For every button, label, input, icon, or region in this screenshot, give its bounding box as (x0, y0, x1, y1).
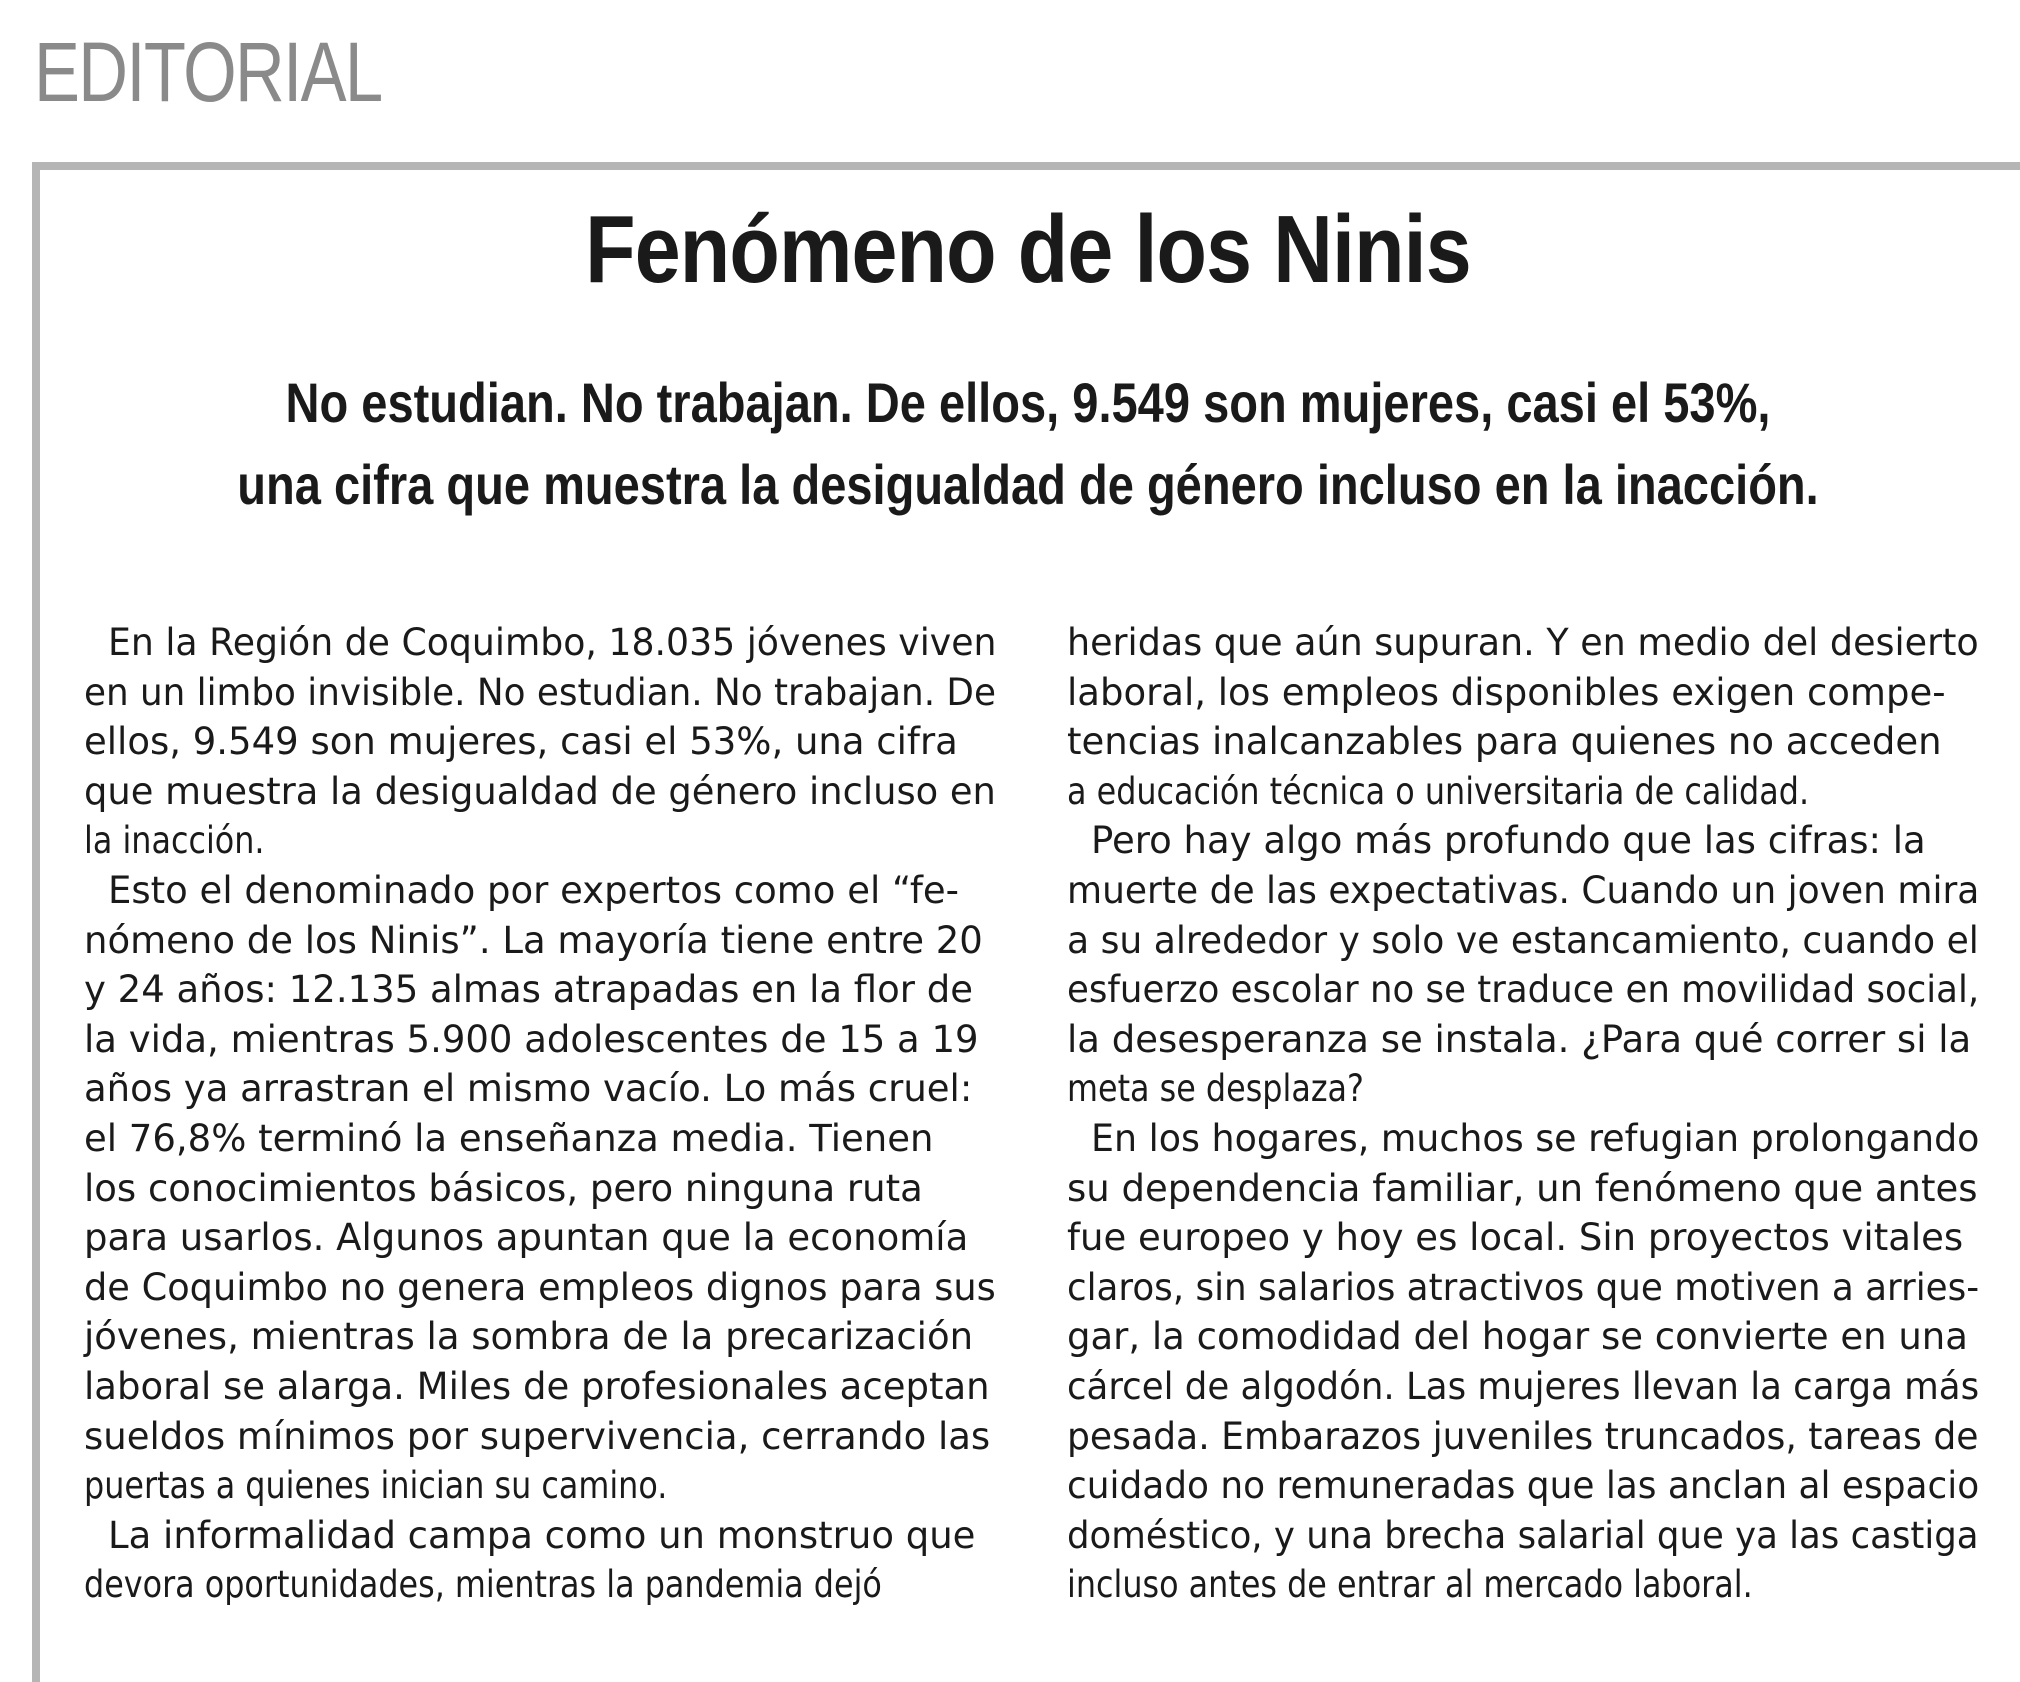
section-label: EDITORIAL (34, 25, 382, 119)
body-line: la vida, mientras 5.900 adolescentes de 15 a 19 (84, 1017, 979, 1061)
body-line: claros, sin salarios atractivos que motiven a arries- (1067, 1265, 1980, 1309)
deck-line: No estudian. No trabajan. De ellos, 9.549 son mujeres, casi el 53%, (285, 371, 1771, 434)
body-line: sueldos mínimos por supervivencia, cerrando las (84, 1414, 991, 1458)
body-line: laboral, los empleos disponibles exigen compe- (1067, 670, 1946, 714)
body-line: su dependencia familiar, un fenómeno que antes (1067, 1166, 1978, 1210)
body-line: a educación técnica o universitaria de calidad. (1067, 769, 1810, 813)
body-line: laboral se alarga. Miles de profesionales aceptan (84, 1364, 990, 1408)
body-line: En los hogares, muchos se refugian prolongando (1091, 1116, 1980, 1160)
body-line: el 76,8% terminó la enseñanza media. Tienen (84, 1116, 934, 1160)
body-line: cárcel de algodón. Las mujeres llevan la carga más (1067, 1364, 1980, 1408)
body-line: nómeno de los Ninis”. La mayoría tiene entre 20 (84, 918, 983, 962)
body-line: los conocimientos básicos, pero ninguna ruta (84, 1166, 923, 1210)
body-line: La informalidad campa como un monstruo que (108, 1513, 976, 1557)
body-line: tencias inalcanzables para quienes no acceden (1067, 720, 1942, 764)
body-line: devora oportunidades, mientras la pandemia dejó (84, 1563, 882, 1607)
body-line: doméstico, y una brecha salarial que ya las castiga (1067, 1513, 1979, 1557)
body-line: ellos, 9.549 son mujeres, casi el 53%, una cifra (84, 720, 958, 764)
deck (0, 362, 2020, 526)
body-line: cuidado no remuneradas que las anclan al espacio (1067, 1464, 1980, 1508)
body-line: a su alrededor y solo ve estancamiento, cuando el (1067, 918, 1979, 962)
body-column-left (84, 618, 996, 1610)
body-line: esfuerzo escolar no se traduce en movilidad social, (1067, 968, 1980, 1012)
body-line: Pero hay algo más profundo que las cifras: la (1091, 819, 1926, 863)
body-line: pesada. Embarazos juveniles truncados, tareas de (1067, 1414, 1979, 1458)
body-line: jóvenes, mientras la sombra de la precarización (84, 1315, 974, 1359)
headline: Fenómeno de los Ninis (585, 196, 1471, 303)
body-line: y 24 años: 12.135 almas atrapadas en la flor de (84, 968, 973, 1012)
body-line: heridas que aún supuran. Y en medio del desierto (1067, 621, 1979, 664)
body-line: fue europeo y hoy es local. Sin proyectos vitales (1067, 1216, 1964, 1260)
body-column-right (1067, 618, 1979, 1610)
body-line: para usarlos. Algunos apuntan que la economía (84, 1216, 969, 1260)
body-line: Esto el denominado por expertos como el “fe- (108, 868, 959, 912)
body-line: en un limbo invisible. No estudian. No trabajan. De (84, 670, 996, 714)
body-line: años ya arrastran el mismo vacío. Lo más cruel: (84, 1067, 973, 1111)
body-line: gar, la comodidad del hogar se convierte en una (1067, 1315, 1968, 1359)
body-line: En la Región de Coquimbo, 18.035 jóvenes viven (108, 621, 997, 664)
body-line: meta se desplaza? (1067, 1067, 1364, 1111)
body-line: la inacción. (84, 819, 265, 863)
body-line: incluso antes de entrar al mercado laboral. (1067, 1563, 1753, 1607)
body-line: muerte de las expectativas. Cuando un joven mira (1067, 868, 1980, 912)
body-line: que muestra la desigualdad de género incluso en (84, 769, 996, 813)
body-line: la desesperanza se instala. ¿Para qué correr si la (1067, 1017, 1972, 1061)
body-line: de Coquimbo no genera empleos dignos para sus (84, 1265, 996, 1309)
body-line: puertas a quienes inician su camino. (84, 1464, 668, 1508)
deck-line: una cifra que muestra la desigualdad de género incluso en la inacción. (237, 453, 1819, 516)
